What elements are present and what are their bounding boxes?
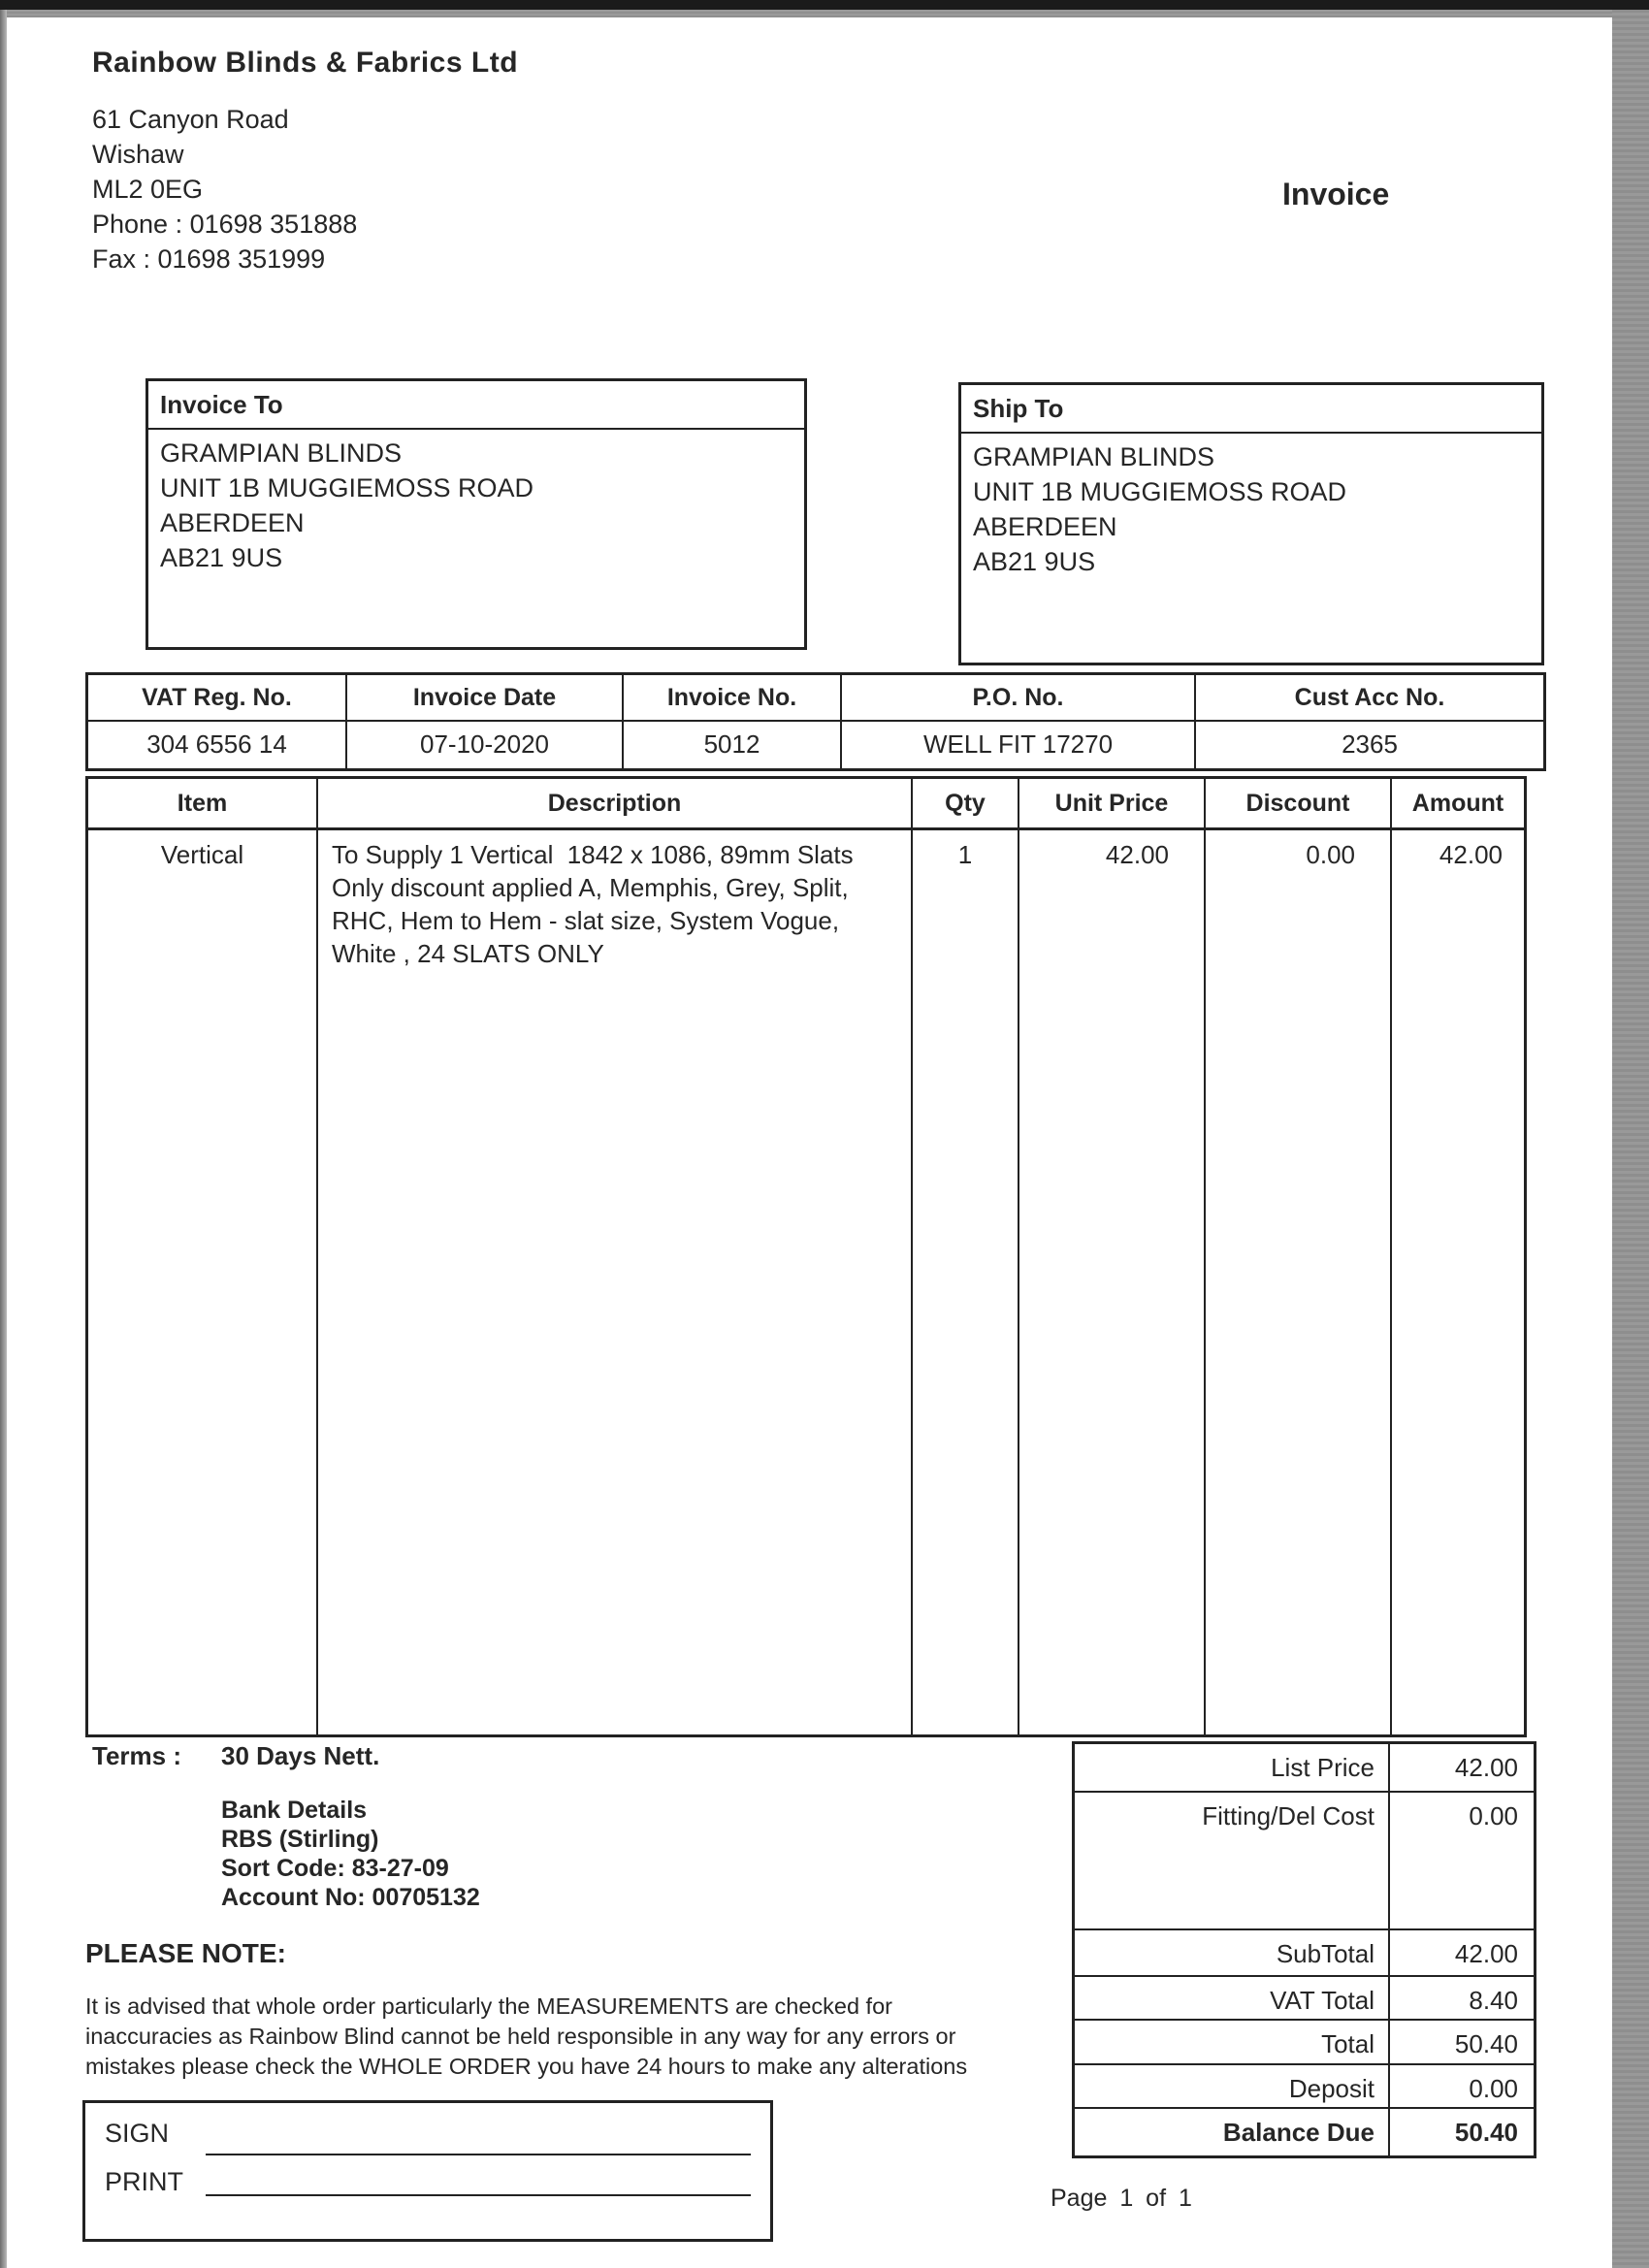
ship-to-box [958, 382, 1544, 665]
info-header-po-no: P.O. No. [842, 675, 1196, 722]
info-value-invoice-no: 5012 [624, 722, 842, 768]
bank-details-heading: Bank Details [221, 1797, 368, 1824]
totals-row-list-price [1075, 1744, 1534, 1793]
company-address-line: 61 Canyon Road [92, 105, 289, 134]
bank-sort-code: Sort Code: 83-27-09 [221, 1855, 449, 1882]
invoice-to-line: AB21 9US [160, 543, 283, 572]
bank-name: RBS (Stirling) [221, 1826, 379, 1853]
description-line: White , 24 SLATS ONLY [332, 939, 604, 968]
scan-edge-left [0, 10, 7, 2268]
info-value-vat-reg: 304 6556 14 [88, 722, 347, 768]
description-line: RHC, Hem to Hem - slat size, System Vogue, [332, 906, 840, 935]
note-line: It is advised that whole order particularly the MEASUREMENTS are checked for [85, 1993, 892, 2019]
page-number: Page 1 of 1 [1051, 2185, 1192, 2212]
info-header-invoice-no: Invoice No. [624, 675, 842, 722]
invoice-to-box [146, 378, 807, 650]
column-header-unit-price: Unit Price [1019, 779, 1206, 827]
totals-value: 50.40 [1454, 2118, 1518, 2147]
invoice-info-table [85, 672, 1546, 771]
terms-value: 30 Days Nett. [221, 1741, 380, 1770]
totals-label: List Price [1075, 1744, 1390, 1791]
totals-value: 42.00 [1454, 1939, 1518, 1968]
info-header-invoice-date: Invoice Date [347, 675, 624, 722]
item-amount-cell: 42.00 [1439, 840, 1503, 869]
signature-box [82, 2100, 773, 2242]
ship-to-heading: Ship To [961, 385, 1541, 434]
info-value-cust-acc: 2365 [1342, 729, 1398, 759]
column-header-description: Description [318, 779, 913, 827]
totals-row-deposit [1075, 2065, 1534, 2109]
sign-label: SIGN [105, 2119, 170, 2148]
company-address-line: Wishaw [92, 140, 184, 169]
totals-label: Total [1075, 2021, 1390, 2063]
totals-label: VAT Total [1075, 1977, 1390, 2019]
ship-to-line: ABERDEEN [973, 512, 1117, 541]
totals-label: Deposit [1075, 2065, 1390, 2107]
item-description-cell [318, 830, 913, 1734]
invoice-to-line: ABERDEEN [160, 508, 305, 537]
totals-value: 0.00 [1469, 2074, 1518, 2103]
line-items-table [85, 776, 1527, 1737]
document-title: Invoice [1282, 177, 1390, 211]
totals-label: Fitting/Del Cost [1075, 1793, 1390, 1928]
column-header-item: Item [88, 779, 318, 827]
item-discount-cell: 0.00 [1206, 830, 1392, 1734]
bank-account-no: Account No: 00705132 [221, 1884, 480, 1911]
totals-row-total [1075, 2021, 1534, 2065]
print-label: PRINT [105, 2167, 183, 2196]
print-line [206, 2194, 751, 2196]
note-line: mistakes please check the WHOLE ORDER you have 24 hours to make any alterations [85, 2054, 968, 2079]
item-qty-cell: 1 [913, 830, 1019, 1734]
line-item-row [88, 830, 1524, 1734]
totals-row-balance-due [1075, 2109, 1534, 2155]
totals-label: SubTotal [1075, 1930, 1390, 1975]
totals-value: 0.00 [1469, 1801, 1518, 1831]
column-header-amount: Amount [1411, 790, 1504, 817]
scan-edge-top-gray [0, 10, 1649, 17]
company-name-text: Rainbow Blinds & Fabrics Ltd [92, 47, 519, 79]
totals-row-vat-total [1075, 1977, 1534, 2021]
invoice-to-line: UNIT 1B MUGGIEMOSS ROAD [160, 473, 534, 502]
description-line: To Supply 1 Vertical 1842 x 1086, 89mm Slats [332, 840, 854, 869]
item-type-cell: Vertical [88, 830, 318, 1734]
terms-label: Terms : [92, 1741, 181, 1770]
totals-row-fitting-del-cost [1075, 1793, 1534, 1930]
line-items-header-row [88, 779, 1524, 830]
ship-to-line: AB21 9US [973, 547, 1096, 576]
totals-row-subtotal [1075, 1930, 1534, 1977]
totals-value: 50.40 [1454, 2029, 1518, 2058]
description-line: Only discount applied A, Memphis, Grey, Split, [332, 873, 849, 902]
info-value-invoice-date: 07-10-2020 [347, 722, 624, 768]
info-header-vat-reg: VAT Reg. No. [88, 675, 347, 722]
column-header-qty: Qty [913, 779, 1019, 827]
company-fax: Fax : 01698 351999 [92, 244, 326, 274]
company-phone: Phone : 01698 351888 [92, 210, 358, 239]
totals-box [1072, 1741, 1536, 2158]
column-header-discount: Discount [1206, 779, 1392, 827]
totals-value: 42.00 [1454, 1753, 1518, 1782]
totals-value: 8.40 [1469, 1986, 1518, 2015]
scan-edge-top [0, 0, 1649, 10]
company-address-line: ML2 0EG [92, 175, 204, 204]
item-unit-price-cell: 42.00 [1019, 830, 1206, 1734]
please-note-heading: PLEASE NOTE: [85, 1938, 286, 1968]
info-value-po-no: WELL FIT 17270 [842, 722, 1196, 768]
sign-line [206, 2154, 751, 2155]
totals-label: Balance Due [1075, 2109, 1390, 2155]
scan-edge-right [1612, 10, 1649, 2268]
ship-to-line: GRAMPIAN BLINDS [973, 442, 1215, 471]
info-header-cust-acc: Cust Acc No. [1196, 675, 1543, 722]
invoice-to-heading: Invoice To [148, 381, 804, 430]
ship-to-line: UNIT 1B MUGGIEMOSS ROAD [973, 477, 1347, 506]
note-line: inaccuracies as Rainbow Blind cannot be held responsible in any way for any errors or [85, 2024, 956, 2049]
invoice-to-line: GRAMPIAN BLINDS [160, 438, 403, 468]
